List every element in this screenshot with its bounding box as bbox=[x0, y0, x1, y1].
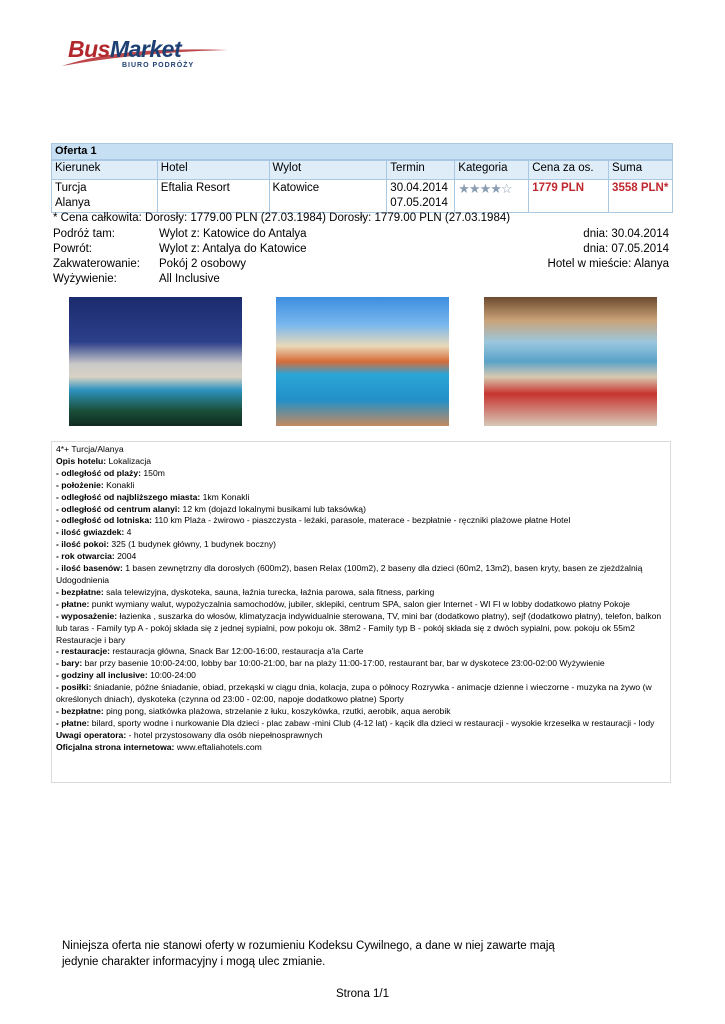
detail-text: 4*+ Turcja/Alanya bbox=[56, 444, 124, 454]
detail-label: - odległość od najbliższego miasta: bbox=[56, 491, 201, 502]
detail-text: 1km Konakli bbox=[200, 491, 250, 502]
direction-city: Alanya bbox=[55, 197, 91, 209]
detail-text: śniadanie, późne śniadanie, obiad, przekąski w ciągu dnia, kolacja, zupa o północy Rozrywka - animacje dzienne i wieczorne - muzyka na żywo (w określonych dniach), dyskoteka (czynna od 23:00 - 02:00, napoje dodatkowo płatne) Sporty bbox=[56, 682, 652, 705]
detail-label: - położenie: bbox=[56, 479, 104, 490]
hotel-city: Hotel w mieście: Alanya bbox=[547, 258, 669, 270]
outbound-date: dnia: 30.04.2014 bbox=[583, 228, 669, 240]
logo-part-bus: Bus bbox=[68, 36, 110, 62]
detail-label: - godziny all inclusive: bbox=[56, 670, 148, 681]
direction-country: Turcja bbox=[55, 182, 87, 194]
detail-text: punkt wymiany walut, wypożyczalnia samochodów, jubiler, sklepiki, centrum SPA, salon gier Internet - WI FI w lobby dodatkowo płatny Pokoje bbox=[89, 598, 630, 609]
outbound-label: Podróż tam: bbox=[53, 228, 115, 240]
detail-text: sala telewizyjna, dyskoteka, sauna, łaźnia turecka, łaźnia parowa, sala fitness, parking bbox=[103, 586, 435, 597]
return-value: Wylot z: Antalya do Katowice bbox=[159, 243, 307, 255]
accommodation-line bbox=[53, 257, 669, 272]
detail-line bbox=[56, 599, 666, 611]
detail-text: 10:00-24:00 bbox=[147, 670, 196, 681]
detail-label: - rok otwarcia: bbox=[56, 551, 115, 562]
detail-line bbox=[56, 456, 666, 468]
detail-line bbox=[56, 539, 666, 551]
cell-total: 3558 PLN* bbox=[609, 180, 673, 213]
cell-departure: Katowice bbox=[269, 180, 387, 213]
disclaimer: Niniejsza oferta nie stanowi oferty w rozumieniu Kodeksu Cywilnego, a dane w niej zawarte mają jedynie charakter informacyjny i mogą ulec zmianie. bbox=[62, 940, 555, 968]
offer-title: Oferta 1 bbox=[51, 143, 673, 160]
detail-text: 2004 bbox=[114, 551, 137, 562]
detail-text: Lokalizacja bbox=[106, 455, 152, 466]
detail-text: ping pong, siatkówka plażowa, strzelanie z łuku, koszykówka, rzutki, aerobik, aqua aerobik bbox=[103, 705, 451, 716]
header-price: Cena za os. bbox=[529, 161, 609, 180]
detail-line bbox=[56, 563, 666, 587]
detail-text: bilard, sporty wodne i nurkowanie Dla dzieci - plac zabaw -mini Club (4-12 lat) - kącik dla dzieci w restauracji - wysokie krzesełka w restauracji - lody bbox=[89, 717, 655, 728]
detail-label: - wyposażenie: bbox=[56, 610, 118, 621]
detail-line bbox=[56, 706, 666, 718]
detail-text: 12 km (dojazd lokalnymi busikami lub taksówką) bbox=[180, 503, 366, 514]
detail-text: 110 km Plaża - żwirowo - piaszczysta - leżaki, parasole, materace - bezpłatnie - ręczniki plażowe płatne Hotel bbox=[151, 515, 571, 526]
hotel-photo-pool bbox=[276, 297, 449, 426]
offer-header-row bbox=[52, 161, 673, 180]
offer-table bbox=[51, 143, 673, 213]
detail-text: 325 (1 budynek główny, 1 budynek boczny) bbox=[109, 539, 277, 550]
detail-label: - bezpłatne: bbox=[56, 705, 104, 716]
detail-line bbox=[56, 468, 666, 480]
detail-text: 1 basen zewnętrzny dla dorosłych (600m2), basen Relax (100m2), 2 baseny dla dzieci (60m2, 13m2), basen kryty, basen ze zjeżdżalnią Udogodnienia bbox=[56, 563, 643, 585]
logo-wordmark bbox=[68, 36, 181, 63]
detail-label: - ilość gwiazdek: bbox=[56, 527, 125, 538]
detail-text: 4 bbox=[124, 527, 132, 538]
detail-label: - odległość od lotniska: bbox=[56, 515, 152, 526]
header-departure: Wylot bbox=[269, 161, 387, 180]
hotel-description bbox=[51, 441, 671, 783]
offer-grid bbox=[51, 160, 673, 213]
detail-line bbox=[56, 480, 666, 492]
accommodation-label: Zakwaterowanie: bbox=[53, 258, 140, 270]
hotel-photo-night bbox=[69, 297, 242, 426]
cell-price: 1779 PLN bbox=[529, 180, 609, 213]
logo-tagline: BIURO PODRÓŻY bbox=[122, 62, 195, 69]
detail-text: restauracja główna, Snack Bar 12:00-16:00, restauracja a'la Carte bbox=[109, 646, 364, 657]
detail-line bbox=[56, 444, 666, 456]
return-label: Powrót: bbox=[53, 243, 92, 255]
detail-line bbox=[56, 646, 666, 658]
detail-text: - hotel przystosowany dla osób niepełnosprawnych bbox=[126, 729, 323, 740]
busmarket-logo bbox=[60, 36, 230, 76]
detail-text: 150m bbox=[141, 467, 165, 478]
board-value: All Inclusive bbox=[159, 273, 220, 285]
detail-label: - płatne: bbox=[56, 598, 90, 609]
detail-label: - odległość od centrum alanyi: bbox=[56, 503, 181, 514]
header-total: Suma bbox=[609, 161, 673, 180]
detail-label: Uwagi operatora: bbox=[56, 729, 127, 740]
date-from: 30.04.2014 bbox=[390, 182, 448, 194]
header-category: Kategoria bbox=[455, 161, 529, 180]
hotel-photo-terrace bbox=[484, 297, 657, 426]
outbound-value: Wylot z: Katowice do Antalya bbox=[159, 228, 307, 240]
detail-text: Konakli bbox=[103, 479, 135, 490]
date-to: 07.05.2014 bbox=[390, 197, 448, 209]
detail-text: www.eftaliahotels.com bbox=[174, 741, 262, 752]
board-label: Wyżywienie: bbox=[53, 273, 117, 285]
detail-line bbox=[56, 718, 666, 730]
detail-line bbox=[56, 515, 666, 527]
detail-line bbox=[56, 611, 666, 647]
detail-text: bar przy basenie 10:00-24:00, lobby bar 10:00-21:00, bar na plaży 11:00-17:00, restaurant bar, bar w dyskotece 23:00-02:00 Wyżywienie bbox=[82, 658, 605, 669]
logo-part-market: Market bbox=[109, 36, 182, 62]
header-direction: Kierunek bbox=[52, 161, 158, 180]
detail-label: - odległość od plaży: bbox=[56, 467, 141, 478]
detail-line bbox=[56, 730, 666, 742]
star-rating-icon: ★★★★☆ bbox=[458, 181, 512, 196]
offer-data-row bbox=[52, 180, 673, 213]
return-line bbox=[53, 242, 669, 257]
detail-line bbox=[56, 551, 666, 563]
detail-label: Opis hotelu: bbox=[56, 455, 107, 466]
accommodation-value: Pokój 2 osobowy bbox=[159, 258, 246, 270]
header-date: Termin bbox=[387, 161, 455, 180]
detail-line bbox=[56, 682, 666, 706]
page-number: Strona 1/1 bbox=[335, 988, 390, 1000]
detail-label: - posiłki: bbox=[56, 682, 92, 693]
detail-label: - płatne: bbox=[56, 717, 90, 728]
detail-line bbox=[56, 504, 666, 516]
detail-line bbox=[56, 587, 666, 599]
detail-line bbox=[56, 492, 666, 504]
total-price-note: * Cena całkowita: Dorosły: 1779.00 PLN (27.03.1984) Dorosły: 1779.00 PLN (27.03.1984) bbox=[53, 212, 511, 224]
cell-category bbox=[455, 180, 529, 213]
cell-direction bbox=[52, 180, 158, 213]
detail-label: Oficjalna strona internetowa: bbox=[56, 741, 175, 752]
cell-hotel: Eftalia Resort bbox=[157, 180, 269, 213]
outbound-line bbox=[53, 227, 669, 242]
return-date: dnia: 07.05.2014 bbox=[583, 243, 669, 255]
travel-info bbox=[53, 227, 669, 287]
detail-label: - bezpłatne: bbox=[56, 586, 104, 597]
detail-line bbox=[56, 527, 666, 539]
detail-line bbox=[56, 742, 666, 754]
board-line bbox=[53, 272, 669, 287]
detail-label: - bary: bbox=[56, 658, 83, 669]
detail-label: - ilość basenów: bbox=[56, 563, 123, 574]
header-hotel: Hotel bbox=[157, 161, 269, 180]
detail-label: - ilość pokoi: bbox=[56, 539, 109, 550]
detail-line bbox=[56, 658, 666, 670]
cell-date bbox=[387, 180, 455, 213]
detail-label: - restauracje: bbox=[56, 646, 110, 657]
detail-text: łazienka , suszarka do włosów, klimatyzacja indywidualnie sterowana, TV, mini bar (dodatkowo płatny), sejf (dodatkowo płatny), telefon, balkon lub taras - Family typ A - pokój składa się z jednej sypialni, pow pokoju ok. 38m2 - Family typ B - pokój składa się z dwóch sypialni, pow. pokoju ok 55m2 Restauracje i bary bbox=[56, 610, 662, 645]
detail-line bbox=[56, 670, 666, 682]
